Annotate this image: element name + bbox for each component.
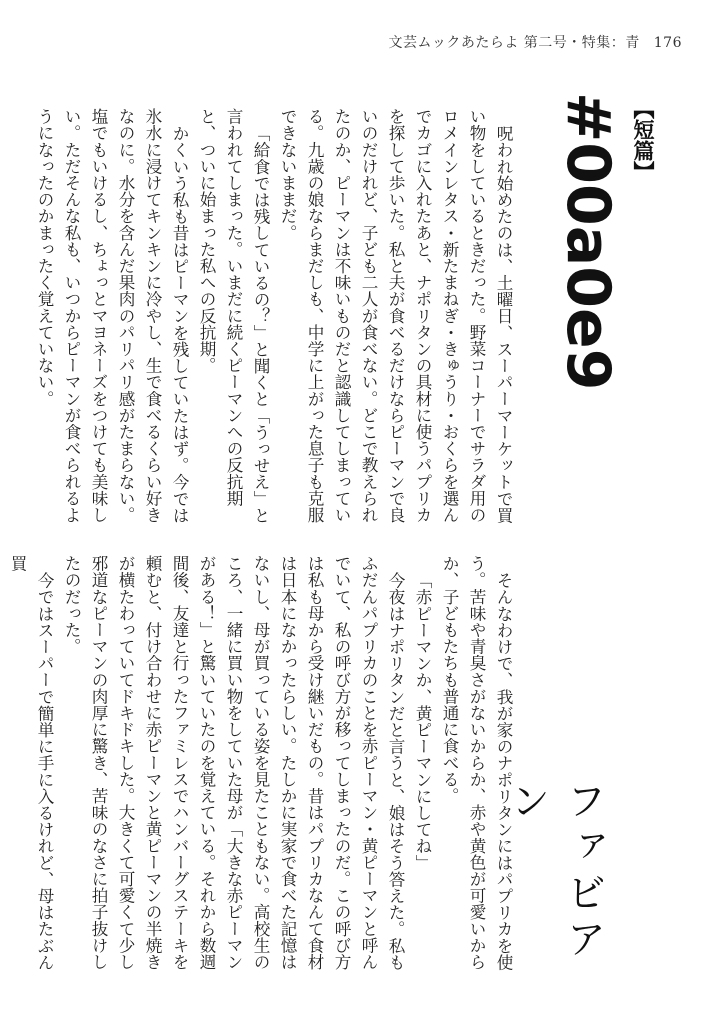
body-text-lower	[8, 555, 517, 973]
page-number: 176	[653, 35, 682, 51]
running-header	[388, 32, 682, 52]
paragraph: かくいう私も昔はピーマンを残していたはず。今では氷水に浸けてキンキンに冷やし、生で食べるくらい好きなのに。水分を含んだ果肉のパリパリ感がたまらない。塩でもいけるし、ちょっとマヨネーズをつけても美味しい。ただそんな私も、いつからピーマンが食べられるようになったのかまったく覚えていない。	[35, 108, 189, 523]
author-name: ファビアン	[504, 780, 606, 964]
body-text-upper	[35, 108, 517, 526]
paragraph: 今ではスーパーで簡単に手に入るけれど、母はたぶん買	[8, 555, 54, 970]
paragraph: 「給食では残しているの？」と聞くと「うっせえ」と言われてしまった。いまだに続くピーマンへの反抗期と、ついに始まった私への反抗期。	[197, 108, 270, 523]
paragraph: 呪われ始めたのは、土曜日、スーパーマーケットで買い物をしているときだった。野菜コーナーでサラダ用のロメインレタス・新たまねぎ・きゅうり・おくらを選んでカゴに入れたあと、ナポリタンの具材に使うパプリカを探して歩いた。私と夫が食べるだけならピーマンで良いのだけれど、子ども二人が食べない。どこで教えられたのか、ピーマンは不味いものだと認識してしまっている。九歳の娘ならまだしも、中学に上がった息子も克服できないままだ。	[278, 108, 513, 523]
paragraph: そんなわけで、我が家のナポリタンにはパプリカを使う。苦味や青臭さがないからか、赤や黄色が可愛いからか、子どもたちも普通に食べる。	[440, 555, 513, 970]
paragraph: 「赤ピーマンか、黄ピーマンにしてね」	[413, 571, 432, 871]
genre-label: 【短篇】	[631, 98, 655, 182]
story-title: #00a0e9	[553, 92, 623, 391]
publication-title: 文芸ムックあたらよ 第二号・特集：青	[388, 35, 640, 51]
paragraph: 今夜はナポリタンだと言うと、娘はそう答えた。私もふだんパプリカのことを赤ピーマン・黄ピーマンと呼んでいて、私の呼び方が移ってしまったのだ。この呼び方は私も母から受け継いだもの。昔はパプリカなんて食材は日本になかったらしい。たしかに実家で食べた記憶はないし、母が買っている姿を見たこともない。高校生のころ、一緒に買い物をしていた母が「大きな赤ピーマンがある！」と驚いていたのを覚えている。それから数週間後、友達と行ったファミレスでハンバーグステーキを頼むと、付け合わせに赤ピーマンと黄ピーマンの半焼きが横たわっていてドキドキした。大きくて可愛くて少し邪道なピーマンの肉厚に驚き、苦味のなさに拍子抜けしたのだった。	[62, 555, 405, 970]
